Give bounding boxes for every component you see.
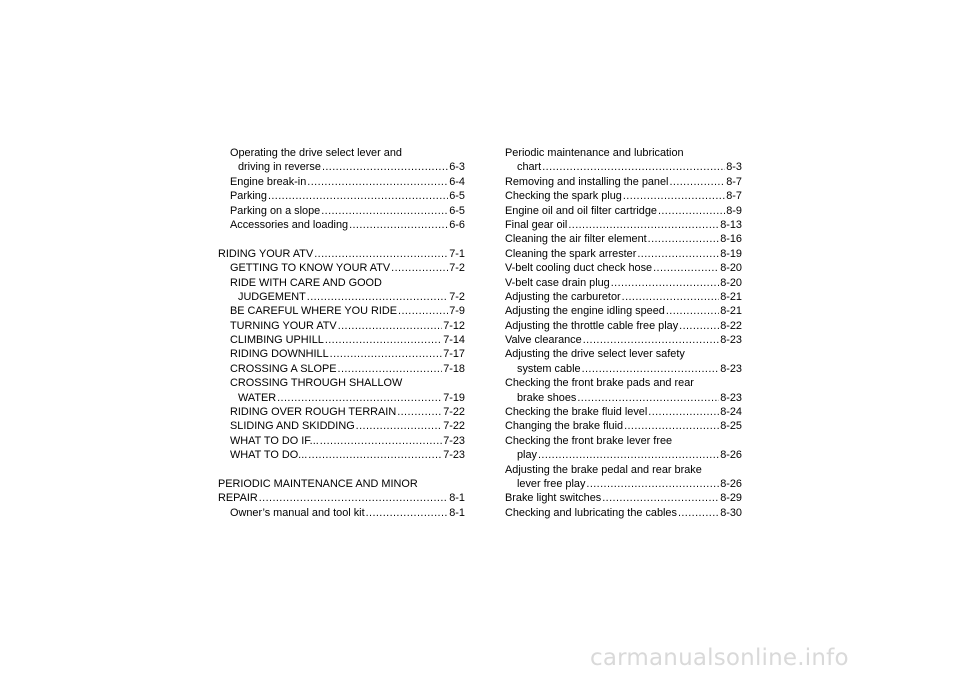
toc-entry[interactable] bbox=[218, 189, 465, 203]
toc-leader-dots bbox=[653, 261, 719, 275]
toc-entry[interactable] bbox=[218, 175, 465, 189]
toc-entry[interactable] bbox=[218, 362, 465, 376]
toc-entry[interactable] bbox=[218, 391, 465, 405]
toc-entry[interactable] bbox=[218, 333, 465, 347]
toc-entry-page: 8-24 bbox=[720, 406, 742, 419]
toc-entry-page: 8-20 bbox=[720, 276, 742, 289]
toc-entry-title: play bbox=[517, 449, 537, 462]
toc-entry-title: CROSSING THROUGH SHALLOW bbox=[230, 377, 403, 390]
toc-entry-title: BE CAREFUL WHERE YOU RIDE bbox=[230, 305, 398, 318]
toc-entry-title: Checking the front brake pads and rear bbox=[505, 377, 694, 390]
toc-entry-title: Cleaning the air filter element bbox=[505, 233, 647, 246]
toc-entry-page: 6-4 bbox=[449, 175, 465, 188]
toc-leader-dots bbox=[583, 333, 720, 347]
toc-entry-page: 7-22 bbox=[443, 406, 465, 419]
toc-leader-dots bbox=[259, 491, 449, 505]
toc-entry-page: 6-6 bbox=[449, 218, 465, 231]
toc-entry[interactable] bbox=[505, 146, 742, 160]
toc-entry-page: 7-18 bbox=[443, 362, 465, 375]
toc-entry-title: RIDE WITH CARE AND GOOD bbox=[230, 276, 382, 289]
toc-entry-title: REPAIR bbox=[218, 492, 258, 505]
toc-entry-title: SLIDING AND SKIDDING bbox=[230, 420, 355, 433]
toc-leader-dots bbox=[268, 189, 448, 203]
toc-entry[interactable] bbox=[505, 290, 742, 304]
toc-entry-title: RIDING OVER ROUGH TERRAIN bbox=[230, 406, 397, 419]
toc-entry-title: PERIODIC MAINTENANCE AND MINOR bbox=[218, 477, 418, 490]
toc-entry[interactable] bbox=[218, 477, 465, 491]
toc-entry[interactable] bbox=[218, 146, 465, 160]
toc-entry-page: 7-2 bbox=[449, 262, 465, 275]
toc-entry-title: Valve clearance bbox=[505, 334, 582, 347]
toc-entry[interactable] bbox=[505, 419, 742, 433]
toc-entry-page: 7-1 bbox=[449, 247, 465, 260]
toc-entry-title: Checking and lubricating the cables bbox=[505, 506, 677, 519]
toc-entry[interactable] bbox=[505, 319, 742, 333]
watermark: carmanualsonline.info bbox=[590, 645, 849, 671]
toc-entry[interactable] bbox=[505, 160, 742, 174]
toc-entry[interactable] bbox=[505, 434, 742, 448]
toc-entry-title: chart bbox=[517, 161, 542, 174]
toc-entry-title: Periodic maintenance and lubrication bbox=[505, 147, 684, 159]
toc-entry-title: Adjusting the carburetor bbox=[505, 290, 621, 303]
toc-leader-dots bbox=[666, 304, 719, 318]
toc-entry-page: 8-7 bbox=[726, 190, 742, 203]
toc-entry-title: WHAT TO DO IF... bbox=[230, 434, 319, 447]
toc-entry-page: 6-3 bbox=[449, 161, 465, 174]
toc-leader-dots bbox=[307, 175, 448, 189]
toc-entry[interactable] bbox=[218, 376, 465, 390]
toc-left-column bbox=[218, 146, 465, 520]
toc-leader-dots bbox=[586, 477, 719, 491]
toc-entry-page: 8-23 bbox=[720, 334, 742, 347]
toc-leader-dots bbox=[577, 391, 719, 405]
toc-leader-dots bbox=[542, 160, 725, 174]
toc-entry[interactable] bbox=[218, 261, 465, 275]
toc-leader-dots bbox=[338, 362, 443, 376]
toc-leader-dots bbox=[611, 276, 719, 290]
toc-entry-page: 7-2 bbox=[449, 290, 465, 303]
toc-leader-dots bbox=[602, 491, 719, 505]
toc-entry-page: 8-21 bbox=[720, 290, 742, 303]
toc-entry-page: 7-19 bbox=[443, 391, 465, 404]
toc-entry-title: Adjusting the brake pedal and rear brake bbox=[505, 463, 702, 476]
toc-entry-title: system cable bbox=[517, 362, 581, 375]
toc-entry-title: Engine break-in bbox=[230, 175, 307, 188]
toc-entry[interactable] bbox=[218, 160, 465, 174]
toc-entry-page: 8-3 bbox=[726, 161, 742, 174]
toc-entry[interactable] bbox=[505, 506, 742, 520]
toc-entry-page: 7-12 bbox=[443, 319, 465, 332]
toc-entry-title: JUDGEMENT bbox=[238, 290, 306, 303]
toc-spacer bbox=[218, 232, 465, 246]
toc-leader-dots bbox=[623, 189, 725, 203]
toc-leader-dots bbox=[356, 419, 443, 433]
toc-entry-page: 7-23 bbox=[443, 434, 465, 447]
toc-entry-title: Operating the drive select lever and bbox=[230, 147, 402, 159]
toc-leader-dots bbox=[320, 434, 442, 448]
toc-leader-dots bbox=[325, 333, 442, 347]
toc-entry[interactable] bbox=[505, 218, 742, 232]
toc-entry[interactable] bbox=[505, 448, 742, 462]
toc-entry-page: 8-26 bbox=[720, 477, 742, 490]
toc-entry[interactable] bbox=[505, 175, 742, 189]
toc-entry-title: V-belt cooling duct check hose bbox=[505, 262, 653, 275]
toc-leader-dots bbox=[277, 391, 442, 405]
toc-entry[interactable] bbox=[505, 491, 742, 505]
toc-entry-title: Adjusting the drive select lever safety bbox=[505, 348, 685, 361]
toc-leader-dots bbox=[321, 204, 448, 218]
toc-entry[interactable] bbox=[505, 376, 742, 390]
toc-entry[interactable] bbox=[218, 218, 465, 232]
toc-entry-title: Removing and installing the panel bbox=[505, 175, 669, 188]
toc-entry-title: driving in reverse bbox=[238, 161, 321, 174]
toc-leader-dots bbox=[637, 247, 719, 261]
toc-entry-page: 8-21 bbox=[720, 305, 742, 318]
toc-leader-dots bbox=[366, 506, 449, 520]
toc-leader-dots bbox=[398, 304, 448, 318]
toc-leader-dots bbox=[568, 218, 719, 232]
toc-entry-title: brake shoes bbox=[517, 391, 577, 404]
toc-entry-title: GETTING TO KNOW YOUR ATV bbox=[230, 262, 391, 275]
toc-entry[interactable] bbox=[218, 290, 465, 304]
toc-entry[interactable] bbox=[218, 247, 465, 261]
toc-entry-page: 8-22 bbox=[720, 319, 742, 332]
toc-leader-dots bbox=[314, 247, 448, 261]
toc-right-column bbox=[505, 146, 742, 520]
toc-entry-title: WHAT TO DO... bbox=[230, 449, 308, 462]
toc-leader-dots bbox=[391, 261, 448, 275]
toc-entry[interactable] bbox=[218, 405, 465, 419]
toc-entry-title: Checking the spark plug bbox=[505, 190, 622, 203]
toc-entry-title: Engine oil and oil filter cartridge bbox=[505, 204, 657, 217]
toc-entry[interactable] bbox=[218, 319, 465, 333]
toc-leader-dots bbox=[349, 218, 448, 232]
toc-entry-title: Brake light switches bbox=[505, 492, 602, 505]
toc-entry[interactable] bbox=[218, 448, 465, 462]
toc-entry[interactable] bbox=[505, 391, 742, 405]
toc-entry[interactable] bbox=[218, 491, 465, 505]
toc-entry[interactable] bbox=[505, 477, 742, 491]
toc-entry[interactable] bbox=[505, 463, 742, 477]
toc-entry-title: Changing the brake fluid bbox=[505, 420, 624, 433]
toc-entry[interactable] bbox=[218, 419, 465, 433]
toc-entry-page: 8-29 bbox=[720, 492, 742, 505]
toc-entry-title: Cleaning the spark arrester bbox=[505, 247, 637, 260]
toc-entry-page: 7-22 bbox=[443, 420, 465, 433]
toc-entry-page: 8-7 bbox=[726, 175, 742, 188]
toc-entry-title: lever free play bbox=[517, 477, 586, 490]
toc-entry-title: Adjusting the throttle cable free play bbox=[505, 319, 679, 332]
toc-entry-page: 8-20 bbox=[720, 262, 742, 275]
toc-entry-page: 8-30 bbox=[720, 506, 742, 519]
toc-entry-title: TURNING YOUR ATV bbox=[230, 319, 337, 332]
toc-leader-dots bbox=[322, 160, 448, 174]
toc-entry-page: 8-1 bbox=[449, 492, 465, 505]
toc-entry[interactable] bbox=[505, 362, 742, 376]
toc-entry-title: Adjusting the engine idling speed bbox=[505, 305, 665, 318]
toc-entry[interactable] bbox=[218, 304, 465, 318]
toc-entry[interactable] bbox=[505, 333, 742, 347]
toc-entry-title: Owner’s manual and tool kit bbox=[230, 506, 365, 519]
toc-entry-title: Parking bbox=[230, 190, 267, 203]
toc-leader-dots bbox=[538, 448, 719, 462]
toc-entry-page: 8-16 bbox=[720, 233, 742, 246]
toc-entry-page: 6-5 bbox=[449, 190, 465, 203]
toc-entry[interactable] bbox=[505, 261, 742, 275]
toc-entry-title: Checking the brake fluid level bbox=[505, 406, 648, 419]
toc-leader-dots bbox=[648, 405, 719, 419]
toc-leader-dots bbox=[658, 204, 725, 218]
toc-entry[interactable] bbox=[218, 347, 465, 361]
toc-entry[interactable] bbox=[218, 434, 465, 448]
toc-leader-dots bbox=[397, 405, 442, 419]
toc-leader-dots bbox=[307, 290, 448, 304]
toc-entry-title: CLIMBING UPHILL bbox=[230, 334, 324, 347]
toc-entry[interactable] bbox=[505, 204, 742, 218]
toc-entry[interactable] bbox=[505, 347, 742, 361]
toc-leader-dots bbox=[622, 290, 720, 304]
toc-entry[interactable] bbox=[218, 506, 465, 520]
toc-entry[interactable] bbox=[505, 405, 742, 419]
toc-leader-dots bbox=[678, 506, 719, 520]
toc-leader-dots bbox=[679, 319, 719, 333]
toc-entry-page: 8-19 bbox=[720, 247, 742, 260]
toc-entry-title: WATER bbox=[238, 391, 277, 404]
toc-entry-title: V-belt case drain plug bbox=[505, 276, 610, 289]
toc-leader-dots bbox=[582, 362, 720, 376]
toc-entry[interactable] bbox=[505, 232, 742, 246]
toc-entry[interactable] bbox=[505, 276, 742, 290]
toc-leader-dots bbox=[648, 232, 720, 246]
toc-entry-page: 8-23 bbox=[720, 391, 742, 404]
toc-entry-page: 8-23 bbox=[720, 362, 742, 375]
toc-entry-title: Parking on a slope bbox=[230, 204, 321, 217]
toc-entry-title: RIDING YOUR ATV bbox=[218, 247, 314, 260]
toc-entry-page: 8-13 bbox=[720, 218, 742, 231]
toc-entry-page: 8-9 bbox=[726, 204, 742, 217]
toc-entry-title: Accessories and loading bbox=[230, 218, 349, 231]
toc-entry[interactable] bbox=[505, 189, 742, 203]
toc-leader-dots bbox=[330, 347, 443, 361]
toc-leader-dots bbox=[338, 319, 442, 333]
toc-entry-page: 7-17 bbox=[443, 348, 465, 361]
toc-leader-dots bbox=[624, 419, 719, 433]
toc-entry-title: Final gear oil bbox=[505, 218, 568, 231]
toc-entry[interactable] bbox=[505, 304, 742, 318]
toc-entry[interactable] bbox=[218, 276, 465, 290]
toc-entry-title: RIDING DOWNHILL bbox=[230, 348, 329, 361]
toc-entry-page: 8-26 bbox=[720, 449, 742, 462]
toc-entry[interactable] bbox=[505, 247, 742, 261]
toc-entry-page: 7-14 bbox=[443, 334, 465, 347]
toc-entry-page: 6-5 bbox=[449, 204, 465, 217]
toc-entry-page: 7-23 bbox=[443, 449, 465, 462]
toc-entry-page: 8-1 bbox=[449, 506, 465, 519]
toc-entry-title: CROSSING A SLOPE bbox=[230, 362, 337, 375]
toc-entry[interactable] bbox=[218, 204, 465, 218]
toc-entry-page: 8-25 bbox=[720, 420, 742, 433]
toc-spacer bbox=[218, 463, 465, 477]
toc-entry-title: Checking the front brake lever free bbox=[505, 434, 673, 447]
toc-entry-page: 7-9 bbox=[449, 305, 465, 318]
toc-leader-dots bbox=[308, 448, 442, 462]
toc-leader-dots bbox=[669, 175, 725, 189]
